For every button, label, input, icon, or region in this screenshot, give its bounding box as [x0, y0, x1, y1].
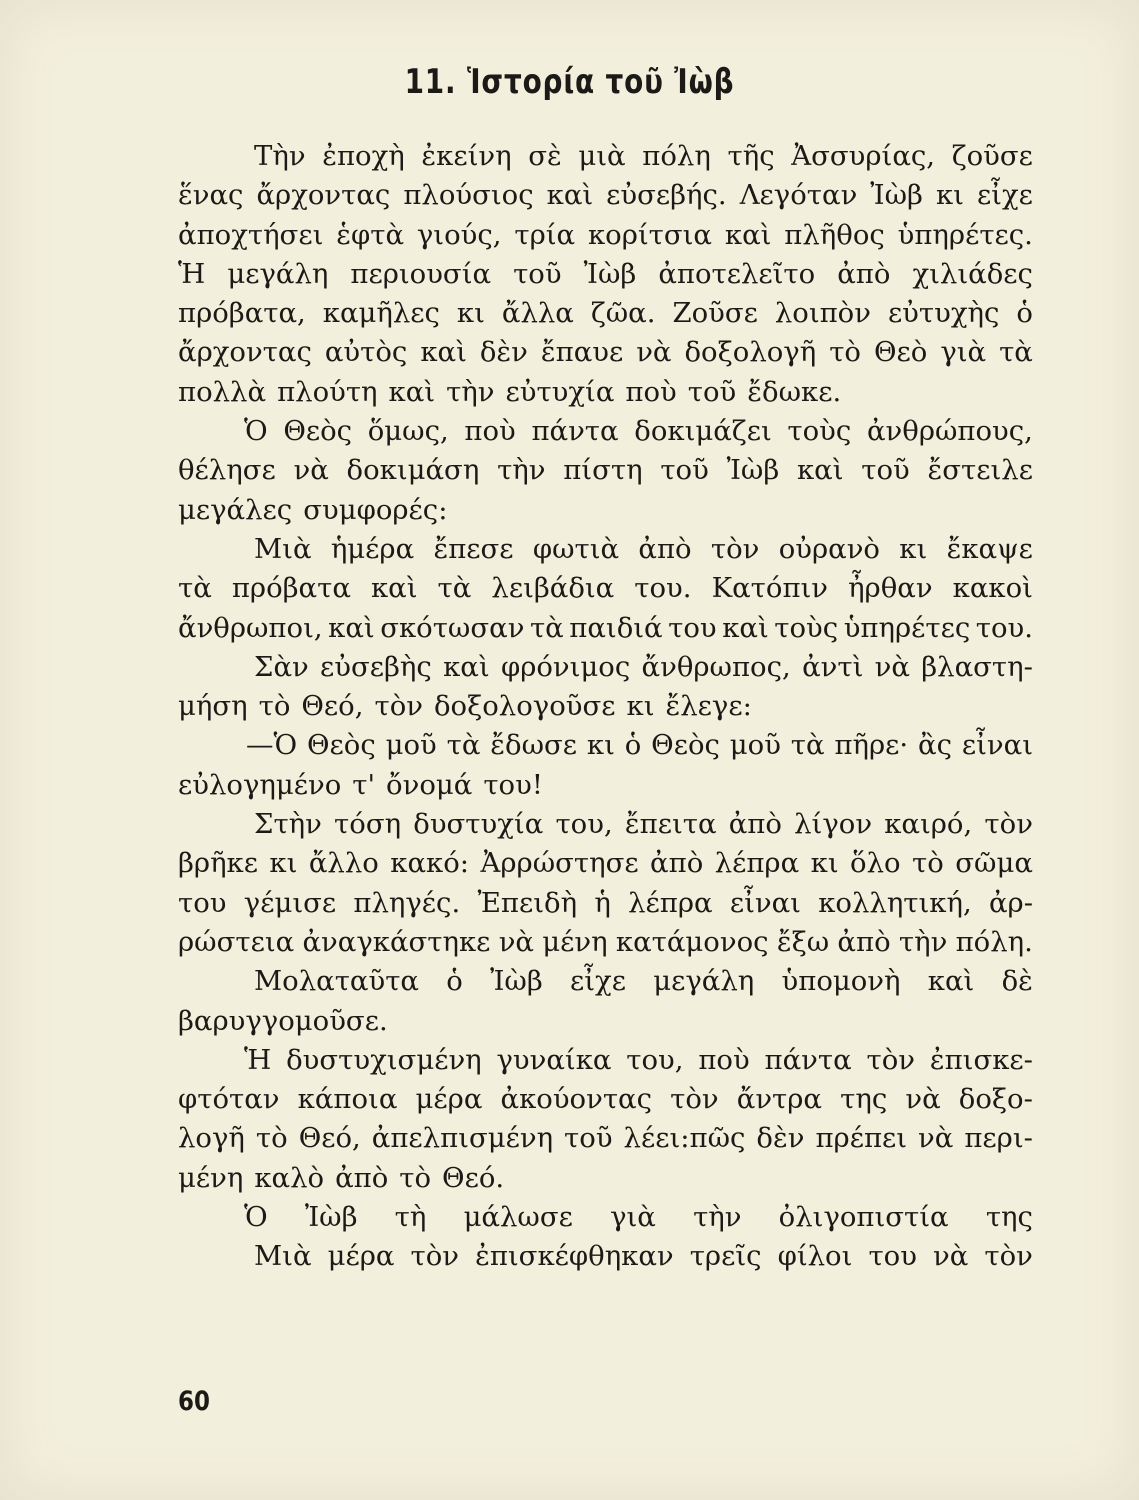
word: κι — [586, 729, 615, 762]
word: μεγάλη — [227, 257, 329, 290]
text-line — [178, 962, 1033, 1001]
text-line — [178, 648, 1033, 687]
word: ὁ — [624, 729, 642, 762]
word: του — [178, 886, 227, 919]
word: ἕνας — [178, 179, 244, 212]
word: νὰ — [636, 336, 672, 369]
word: Σὰν — [254, 650, 309, 683]
word: κολλητική, — [818, 886, 972, 919]
word: λοιπὸν — [774, 297, 871, 330]
word: Ἡ — [244, 1043, 272, 1076]
word: Ἐπειδὴ — [477, 886, 578, 919]
word: πρόβατα — [231, 572, 351, 605]
word: ἔξω — [776, 925, 830, 958]
word: ἔδωκε. — [747, 375, 842, 408]
word: εὐσεβής. — [606, 179, 727, 212]
word: φωτιὰ — [532, 532, 620, 565]
word: τοῦ — [861, 454, 910, 487]
word: Μολαταῦτα — [254, 965, 419, 998]
text-line — [178, 805, 1033, 844]
word: ἑφτὰ — [336, 218, 405, 251]
word: του! — [483, 768, 543, 801]
word: τῆς — [727, 140, 775, 172]
text-line — [178, 1002, 1033, 1041]
text-line — [178, 1198, 1033, 1237]
word: δυστυχία — [413, 808, 544, 841]
word: τὸ — [258, 690, 291, 723]
word: μέρα — [415, 1083, 483, 1116]
word: θέλησε — [178, 454, 276, 487]
word: κορίτσια — [587, 218, 713, 251]
word: κι — [899, 532, 928, 565]
word: τόση — [334, 808, 402, 841]
word: οὐρανὸ — [778, 532, 880, 565]
word: του, — [626, 1043, 684, 1076]
word: νὰ — [933, 1240, 969, 1273]
word: δοκιμάση — [346, 454, 480, 487]
word: λειβάδια — [491, 572, 615, 605]
word: του. — [634, 572, 692, 605]
word: κι — [456, 297, 485, 330]
word: ἀντὶ — [802, 650, 864, 683]
word: τὴν — [693, 1201, 742, 1234]
word: Στὴν — [254, 808, 322, 841]
word: τὸν — [410, 1240, 459, 1273]
text-line — [178, 1119, 1033, 1158]
word: Λεγόταν — [739, 179, 858, 212]
word: πόλη. — [955, 925, 1033, 958]
word: τὴν — [446, 375, 495, 408]
word: ὅλο — [850, 847, 901, 880]
word: πρόβατα, — [178, 297, 306, 330]
text-line — [178, 333, 1033, 372]
word: ἀπελπισμένη — [371, 1122, 554, 1155]
text-line — [178, 491, 1033, 530]
word: Θεὸς — [283, 415, 353, 448]
word: βρῆκε — [178, 847, 258, 880]
word: ἀπὸ — [638, 532, 692, 565]
word: Ἰὼβ — [304, 1201, 358, 1234]
text-line — [178, 137, 1033, 176]
word: ἀπὸ — [837, 925, 891, 958]
word: τοῦ — [660, 454, 709, 487]
text-line — [178, 451, 1033, 490]
word: λέει:πῶς — [623, 1122, 746, 1155]
word: κι — [810, 847, 839, 880]
word: μήση — [178, 690, 248, 723]
text-line — [178, 373, 1033, 412]
word: ποὺ — [625, 375, 677, 408]
word: ἀνθρώπους, — [866, 415, 1033, 448]
word: τὸ — [829, 336, 861, 369]
word: πλούτη — [277, 375, 378, 408]
word: ὄνομά — [386, 768, 473, 801]
word: δοκιμάζει — [634, 415, 772, 448]
text-line — [178, 176, 1033, 215]
word: ἄλλο — [308, 847, 379, 880]
word: καὶ — [388, 375, 436, 408]
word: Ὁ — [244, 415, 268, 448]
word: τὰ — [446, 729, 481, 762]
word: λέπρα — [714, 847, 800, 880]
word: νὰ — [293, 454, 329, 487]
word: ἀποχτήσει — [178, 218, 324, 251]
word: τὸ — [399, 1161, 432, 1194]
text-line — [178, 726, 1033, 765]
word: πρέπει — [815, 1122, 908, 1155]
word: ἄρχοντας — [178, 336, 312, 369]
word: ἔκαψε — [946, 532, 1033, 565]
word: εὐτυχία — [505, 375, 615, 408]
word: συμφορές: — [303, 493, 448, 526]
word: αὐτὸς — [324, 336, 408, 369]
word: Ἡ — [178, 257, 206, 290]
word: σὲ — [528, 140, 562, 172]
word: ἀποτελεῖτο — [658, 257, 816, 290]
word: φρόνιμος — [500, 650, 631, 683]
word: καὶ — [796, 454, 844, 487]
word: ἔπειτα — [624, 808, 717, 841]
text-line — [178, 766, 1033, 805]
word: τὰ — [178, 572, 212, 605]
word: του — [868, 1240, 917, 1273]
text-line — [178, 1237, 1033, 1276]
word: τὴν — [497, 454, 546, 487]
word: ὑπομονὴ — [781, 965, 901, 998]
word: πλῆθος — [784, 218, 885, 251]
word: κι — [935, 179, 964, 212]
word: βλαστη- — [921, 650, 1033, 683]
text-line — [178, 530, 1033, 569]
word: ἔπεσε — [433, 532, 514, 565]
word: εἶναι — [961, 729, 1033, 762]
word: πλούσιος — [403, 179, 534, 212]
word: λογῆ — [178, 1122, 245, 1155]
word: εἶναι — [729, 886, 801, 919]
word: ποὺ — [464, 415, 516, 448]
text-line — [178, 1041, 1033, 1080]
word: του — [668, 611, 717, 644]
word: τὴν — [898, 925, 948, 958]
word: του, — [555, 808, 613, 841]
word: ποὺ — [698, 1043, 750, 1076]
word: παιδιά — [569, 611, 663, 644]
word: εὐλογημένο — [178, 768, 342, 801]
word: ἄνθρωπος, — [641, 650, 791, 683]
text-line — [178, 844, 1033, 883]
text-line — [178, 1080, 1033, 1119]
word: —Ὁ — [246, 729, 298, 762]
word: καμῆλες — [322, 297, 440, 330]
word: μιὰ — [578, 140, 626, 172]
text-line — [178, 1159, 1033, 1198]
word: φτόταν — [178, 1083, 280, 1116]
word: ὁ — [446, 965, 463, 998]
word: ἔστειλε — [927, 454, 1033, 487]
word: περι- — [964, 1122, 1033, 1155]
word: δοξο- — [958, 1083, 1033, 1116]
word: καὶ — [328, 611, 375, 644]
word: νὰ — [498, 925, 534, 958]
word: ἐπισκε- — [929, 1043, 1033, 1076]
word: τὰ — [529, 611, 564, 644]
word: γιούς, — [416, 218, 502, 251]
word: κακό: — [390, 847, 470, 880]
word: τὸν — [984, 808, 1033, 841]
word: μένη — [178, 1161, 244, 1194]
word: Τὴν — [254, 140, 306, 172]
word: νὰ — [905, 1083, 941, 1116]
word: τὸ — [255, 1122, 288, 1155]
text-line — [178, 569, 1033, 608]
word: τὴ — [394, 1201, 427, 1234]
word: ἔπαυε — [540, 336, 624, 369]
word: χιλιάδες — [912, 257, 1033, 290]
word: καὶ — [420, 336, 467, 369]
word: μεγάλη — [653, 965, 755, 998]
word: δὲ — [1001, 965, 1033, 998]
body-text — [178, 137, 1033, 1277]
word: κάποια — [297, 1083, 398, 1116]
word: ἄλλα — [501, 297, 574, 330]
word: λίγον — [794, 808, 873, 841]
word: πάντα — [764, 1043, 852, 1076]
word: τὰ — [437, 572, 472, 605]
word: ἐκείνη — [421, 140, 512, 172]
word: σκότωσαν — [380, 611, 525, 644]
word: ἐποχὴ — [322, 140, 405, 172]
word: ἔλεγε: — [665, 690, 752, 723]
word: Θεὸς — [307, 729, 376, 762]
word: τὸ — [912, 847, 944, 880]
word: Θεὸς — [651, 729, 720, 762]
word: τοῦ — [513, 257, 562, 290]
word: πίστη — [563, 454, 643, 487]
word: ἡμέρα — [330, 532, 415, 565]
word: ἡ — [594, 886, 611, 919]
word: καὶ — [724, 218, 772, 251]
word: ζοῦσε — [951, 140, 1033, 172]
word: μοῦ — [385, 729, 437, 762]
word: ὁ — [1016, 297, 1033, 330]
word: τὸν — [710, 532, 760, 565]
word: περιουσία — [350, 257, 492, 290]
word: κατάμονος — [615, 925, 769, 958]
word: μέρα — [327, 1240, 395, 1273]
word: Μιὰ — [254, 532, 312, 565]
word: μένη — [542, 925, 608, 958]
word: ρώστεια — [178, 925, 295, 958]
word: ὑπηρέτες — [843, 611, 971, 644]
word: της — [985, 1201, 1033, 1234]
word: γυναίκα — [496, 1043, 612, 1076]
word: τὰ — [790, 729, 825, 762]
word: τὸν — [866, 1043, 916, 1076]
word: δοξολογοῦσε — [433, 690, 616, 723]
word: τοῦ — [564, 1122, 613, 1155]
word: φίλοι — [777, 1240, 853, 1273]
word: δυστυχισμένη — [286, 1043, 482, 1076]
word: καὶ — [722, 611, 769, 644]
text-line — [178, 216, 1033, 255]
word: πάντα — [531, 415, 619, 448]
word: κι — [626, 690, 655, 723]
word: ὑπηρέτες. — [897, 218, 1033, 251]
word: δοξολογῆ — [684, 336, 817, 369]
word: Ἰὼβ — [490, 965, 543, 998]
word: κι — [269, 847, 298, 880]
word: ὀλιγοπιστία — [778, 1201, 949, 1234]
word: τρία — [514, 218, 576, 251]
word: καλὸ — [254, 1161, 325, 1194]
word: πόλη — [642, 140, 711, 172]
word: λέπρα — [628, 886, 713, 919]
word: μοῦ — [729, 729, 781, 762]
word: τὸν — [374, 690, 423, 723]
word: Μιὰ — [254, 1240, 312, 1273]
word: εἶχε — [570, 965, 626, 998]
word: εἶχε — [976, 179, 1033, 212]
word: Ἰὼβ — [726, 454, 780, 487]
text-line — [178, 294, 1033, 333]
word: τοὺς — [787, 415, 852, 448]
word: ἀκούοντας — [500, 1083, 653, 1116]
word: κακοὶ — [952, 572, 1033, 605]
word: τ' — [352, 768, 376, 801]
word: ἄρχοντας — [256, 179, 391, 212]
word: Θεό. — [442, 1161, 505, 1194]
word: πληγές. — [353, 886, 461, 919]
word: Ζοῦσε — [672, 297, 758, 330]
word: Θεὸ — [873, 336, 928, 369]
word: Ἀσσυρίας, — [791, 140, 936, 172]
word: ἄντρα — [736, 1083, 823, 1116]
word: ἀπὸ — [650, 847, 704, 880]
word: μάλωσε — [463, 1201, 573, 1234]
word: δὲν — [756, 1122, 805, 1155]
word: μεγάλες — [178, 493, 293, 526]
word: ἀρ- — [988, 886, 1033, 919]
word: πῆρε· — [834, 729, 909, 762]
text-line — [178, 687, 1033, 726]
word: ὅμως, — [367, 415, 449, 448]
word: ἂς — [918, 729, 953, 762]
word: νὰ — [874, 650, 910, 683]
word: δὲν — [479, 336, 528, 369]
word: ἀπὸ — [728, 808, 782, 841]
word: Κατόπιν — [711, 572, 829, 605]
text-line — [178, 609, 1033, 648]
word: τοὺς — [774, 611, 839, 644]
word: γιὰ — [610, 1201, 656, 1234]
word: εὐτυχὴς — [887, 297, 1000, 330]
word: ἀπὸ — [837, 257, 891, 290]
word: Ὁ — [244, 1201, 268, 1234]
word: βαρυγγομοῦσε. — [178, 1004, 388, 1037]
word: του. — [975, 611, 1033, 644]
word: πολλὰ — [178, 375, 267, 408]
word: γιὰ — [940, 336, 987, 369]
chapter-title: 11. Ἱστορία τοῦ Ἰὼβ — [404, 62, 735, 102]
text-line — [178, 923, 1033, 962]
word: νὰ — [918, 1122, 954, 1155]
word: εὐσεβὴς — [320, 650, 432, 683]
word: σῶμα — [955, 847, 1033, 880]
word: καὶ — [546, 179, 594, 212]
word: καὶ — [370, 572, 418, 605]
word: τὸν — [984, 1240, 1033, 1273]
word: ἀναγκάστηκε — [302, 925, 491, 958]
word: τρεῖς — [689, 1240, 762, 1273]
word: ἐπισκέφθηκαν — [475, 1240, 674, 1273]
word: καιρό, — [884, 808, 973, 841]
page-number: 60 — [178, 1386, 210, 1417]
text-line — [178, 255, 1033, 294]
word: τὰ — [999, 336, 1033, 369]
text-line — [178, 884, 1033, 923]
word: καὶ — [927, 965, 975, 998]
word: Θεό, — [298, 1122, 361, 1155]
word: ἦρθαν — [848, 572, 933, 605]
word: της — [840, 1083, 888, 1116]
word: τοῦ — [687, 375, 737, 408]
word: ἀπὸ — [335, 1161, 389, 1194]
word: Ἀρρώστησε — [480, 847, 639, 880]
word: γέμισε — [243, 886, 337, 919]
word: Ἰὼβ — [870, 179, 923, 212]
word: ζῶα. — [590, 297, 656, 330]
word: Ἰὼβ — [583, 257, 637, 290]
word: ἔδωσε — [490, 729, 578, 762]
word: ἄνθρωποι, — [178, 611, 323, 644]
word: καὶ — [443, 650, 490, 683]
text-line — [178, 412, 1033, 451]
word: Θεό, — [301, 690, 364, 723]
word: τὸν — [670, 1083, 719, 1116]
